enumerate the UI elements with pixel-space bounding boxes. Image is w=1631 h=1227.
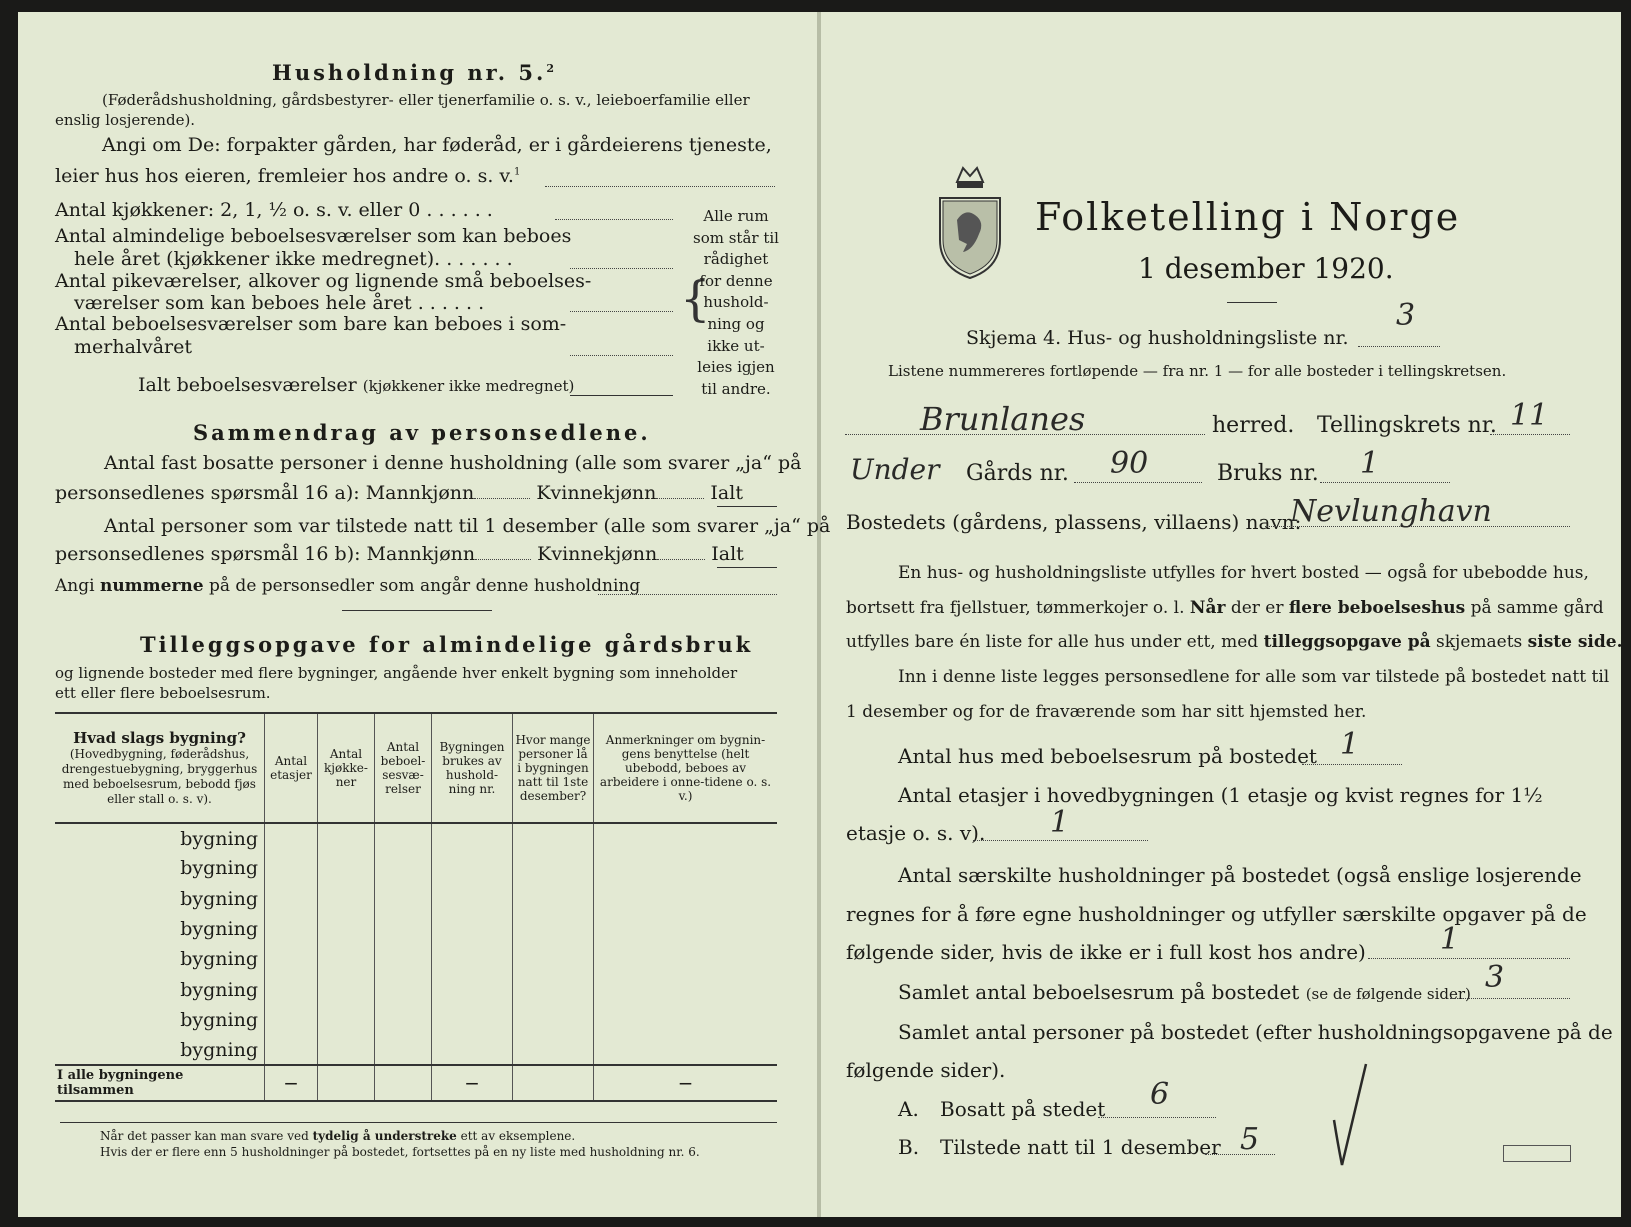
tillegg-title: Tilleggsopgave for almindelige gårdsbruk — [140, 632, 754, 657]
intro-line-1: (Føderådshusholdning, gårdsbestyrer- eller tjenerfamilie o. s. v., leieboerfamilie eller — [102, 91, 750, 109]
q3-line-3: følgende sider, hvis de ikke er i full kost hos andre) — [846, 940, 1366, 964]
table-row: bygning — [55, 1035, 777, 1065]
bosted-label: Bostedets (gårdens, plassens, villaens) navn: — [846, 510, 1302, 534]
q3-line-1: Antal særskilte husholdninger på bostedet (også enslige losjerende — [898, 863, 1582, 887]
qb-value: 5 — [1240, 1122, 1260, 1157]
main-title: Folketelling i Norge — [1035, 195, 1461, 239]
herred-label: herred. — [1212, 413, 1295, 438]
nummerne-line: Angi nummerne på de personsedler som angår denne husholdning — [55, 576, 641, 596]
summary-2a: Antal personer som var tilstede natt til 1 desember (alle som svarer „ja“ på — [104, 515, 831, 537]
building-table — [55, 712, 777, 1102]
table-total-row: I alle bygningene tilsammen — — — — [55, 1065, 777, 1101]
q1-label: Antal hus med beboelsesrum på bostedet — [898, 744, 1317, 768]
q4-label: Samlet antal beboelsesrum på bostedet (se de følgende sider) — [898, 980, 1471, 1004]
bruks-label: Bruks nr. — [1217, 461, 1319, 486]
pike-line-2: værelser som kan beboes hele året . . . . . . — [74, 292, 485, 314]
q2-line-1: Antal etasjer i hovedbygningen (1 etasje og kvist regnes for 1½ — [898, 783, 1543, 807]
check-mark-icon — [1330, 1060, 1370, 1170]
intro-line-2: enslig losjerende). — [55, 111, 196, 129]
table-row: bygning — [55, 853, 777, 883]
col-husholdning-nr: Bygningen brukes av hushold-ning nr. — [432, 713, 513, 823]
info-p5: 1 desember og for de fraværende som har sitt hjemsted her. — [846, 702, 1367, 722]
alm-line-2: hele året (kjøkkener ikke medregnet). . . . . . . — [74, 248, 513, 270]
col-personer: Hvor mange personer lå i bygningen natt til 1ste desember? — [513, 713, 594, 823]
q2-value: 1 — [1050, 805, 1070, 840]
skjema-label: Skjema 4. Hus- og husholdningsliste nr. — [966, 327, 1349, 349]
col-etasjer: Antal etasjer — [265, 713, 318, 823]
printer-stamp — [1503, 1145, 1571, 1162]
norwegian-coat-of-arms-icon — [935, 160, 1005, 280]
angi-line-1: Angi om De: forpakter gården, har føderåd, er i gårdeierens tjeneste, — [102, 134, 772, 156]
kjokkener-label: Antal kjøkkener: 2, 1, ½ o. s. v. eller 0 . . . . . . — [55, 199, 493, 221]
gards-label: Gårds nr. — [966, 461, 1069, 486]
q4-value: 3 — [1485, 960, 1505, 995]
q3-value: 1 — [1440, 922, 1460, 957]
table-row: bygning — [55, 1005, 777, 1035]
col-anmerkninger: Anmerkninger om bygnin-gens benyttelse (helt ubebodd, beboes av arbeidere i onne-tidene o. s. v.) — [594, 713, 778, 823]
footnote-2: Hvis der er flere enn 5 husholdninger på bostedet, fortsettes på en ny liste med husholdning nr. 6. — [100, 1145, 700, 1159]
summary-title: Sammendrag av personsedlene. — [193, 420, 651, 445]
tillegg-line-1: og lignende bosteder med flere bygninger, angående hver enkelt bygning som inneholder — [55, 664, 738, 682]
q3-line-2: regnes for å føre egne husholdninger og utfyller særskilte opgaver på de — [846, 902, 1587, 926]
q5-line-1: Samlet antal personer på bostedet (efter husholdningsopgavene på de — [898, 1020, 1613, 1044]
angi-line-2: leier hus hos eieren, fremleier hos andre o. s. v.$^1$ — [55, 165, 521, 187]
summary-1b: personsedlenes spørsmål 16 a): Mannkjønn Kvinnekjønn Ialt — [55, 482, 743, 504]
bruks-value: 1 — [1360, 446, 1380, 481]
page-fold — [817, 12, 821, 1217]
col-beboelsesvaerelser: Antal beboel-sesvæ-relser — [375, 713, 432, 823]
tellingskrets-label: Tellingskrets nr. — [1317, 413, 1497, 438]
side-note: Alle rum som står til rådighet for denne hushold- ning og ikke ut- leies igjen til andre. — [693, 207, 779, 398]
skjema-value: 3 — [1396, 298, 1416, 333]
som-line-1: Antal beboelsesværelser som bare kan beboes i som- — [55, 313, 567, 335]
brace: { — [680, 271, 711, 327]
under-value: Under — [850, 453, 940, 486]
alm-line-1: Antal almindelige beboelsesværelser som kan beboes — [55, 225, 572, 247]
listene-note: Listene nummereres fortløpende — fra nr. 1 — for alle bosteder i tellingskretsen. — [888, 362, 1507, 380]
tillegg-line-2: ett eller flere beboelsesrum. — [55, 684, 271, 702]
footnote-1: Når det passer kan man svare ved tydelig å understreke ett av eksemplene. — [100, 1129, 576, 1143]
pike-line-1: Antal pikeværelser, alkover og lignende små beboelses- — [55, 270, 592, 292]
col-building-type: Hvad slags bygning? (Hovedbygning, føderådshus, drengestuebygning, bryggerhus med beboelsesrum, bebodd fjøs eller stall o. s. v). — [55, 713, 265, 823]
info-p3: utfylles bare én liste for alle hus under ett, med tilleggsopgave på skjemaets siste side. — [846, 632, 1623, 652]
table-row: bygning — [55, 944, 777, 974]
col-kjokkener: Antal kjøkke-ner — [318, 713, 375, 823]
table-row: bygning — [55, 823, 777, 853]
household-title: Husholdning nr. 5.$^2$ — [272, 60, 557, 85]
gards-value: 90 — [1110, 446, 1149, 481]
q2-line-2: etasje o. s. v). — [846, 821, 986, 845]
summary-2b: personsedlenes spørsmål 16 b): Mannkjønn Kvinnekjønn Ialt — [55, 543, 744, 565]
qb-label: Tilstede natt til 1 desember — [940, 1135, 1221, 1159]
bosted-value: Nevlunghavn — [1290, 494, 1492, 529]
info-p4: Inn i denne liste legges personsedlene for alle som var tilstede på bostedet natt til — [898, 667, 1610, 687]
ialt-label: Ialt beboelsesværelser (kjøkkener ikke medregnet) — [138, 374, 575, 396]
table-row: bygning — [55, 884, 777, 914]
table-row: bygning — [55, 914, 777, 944]
summary-1a: Antal fast bosatte personer i denne husholdning (alle som svarer „ja“ på — [104, 452, 802, 474]
info-p2: bortsett fra fjellstuer, tømmerkojer o. l. Når der er flere beboelseshus på samme gård — [846, 598, 1604, 618]
qb-label-letter: B. — [898, 1135, 920, 1159]
qa-label: Bosatt på stedet — [940, 1097, 1106, 1121]
qa-value: 6 — [1150, 1077, 1170, 1112]
qa-label-letter: A. — [898, 1097, 919, 1121]
tellingskrets-value: 11 — [1510, 398, 1549, 433]
info-p1: En hus- og husholdningsliste utfylles for hvert bosted — også for ubebodde hus, — [898, 563, 1589, 583]
som-line-2: merhalvåret — [74, 336, 193, 358]
census-date: 1 desember 1920. — [1138, 252, 1394, 285]
q5-line-2: følgende sider). — [846, 1058, 1006, 1082]
q1-value: 1 — [1340, 727, 1360, 762]
table-row: bygning — [55, 974, 777, 1004]
herred-value: Brunlanes — [920, 400, 1086, 438]
